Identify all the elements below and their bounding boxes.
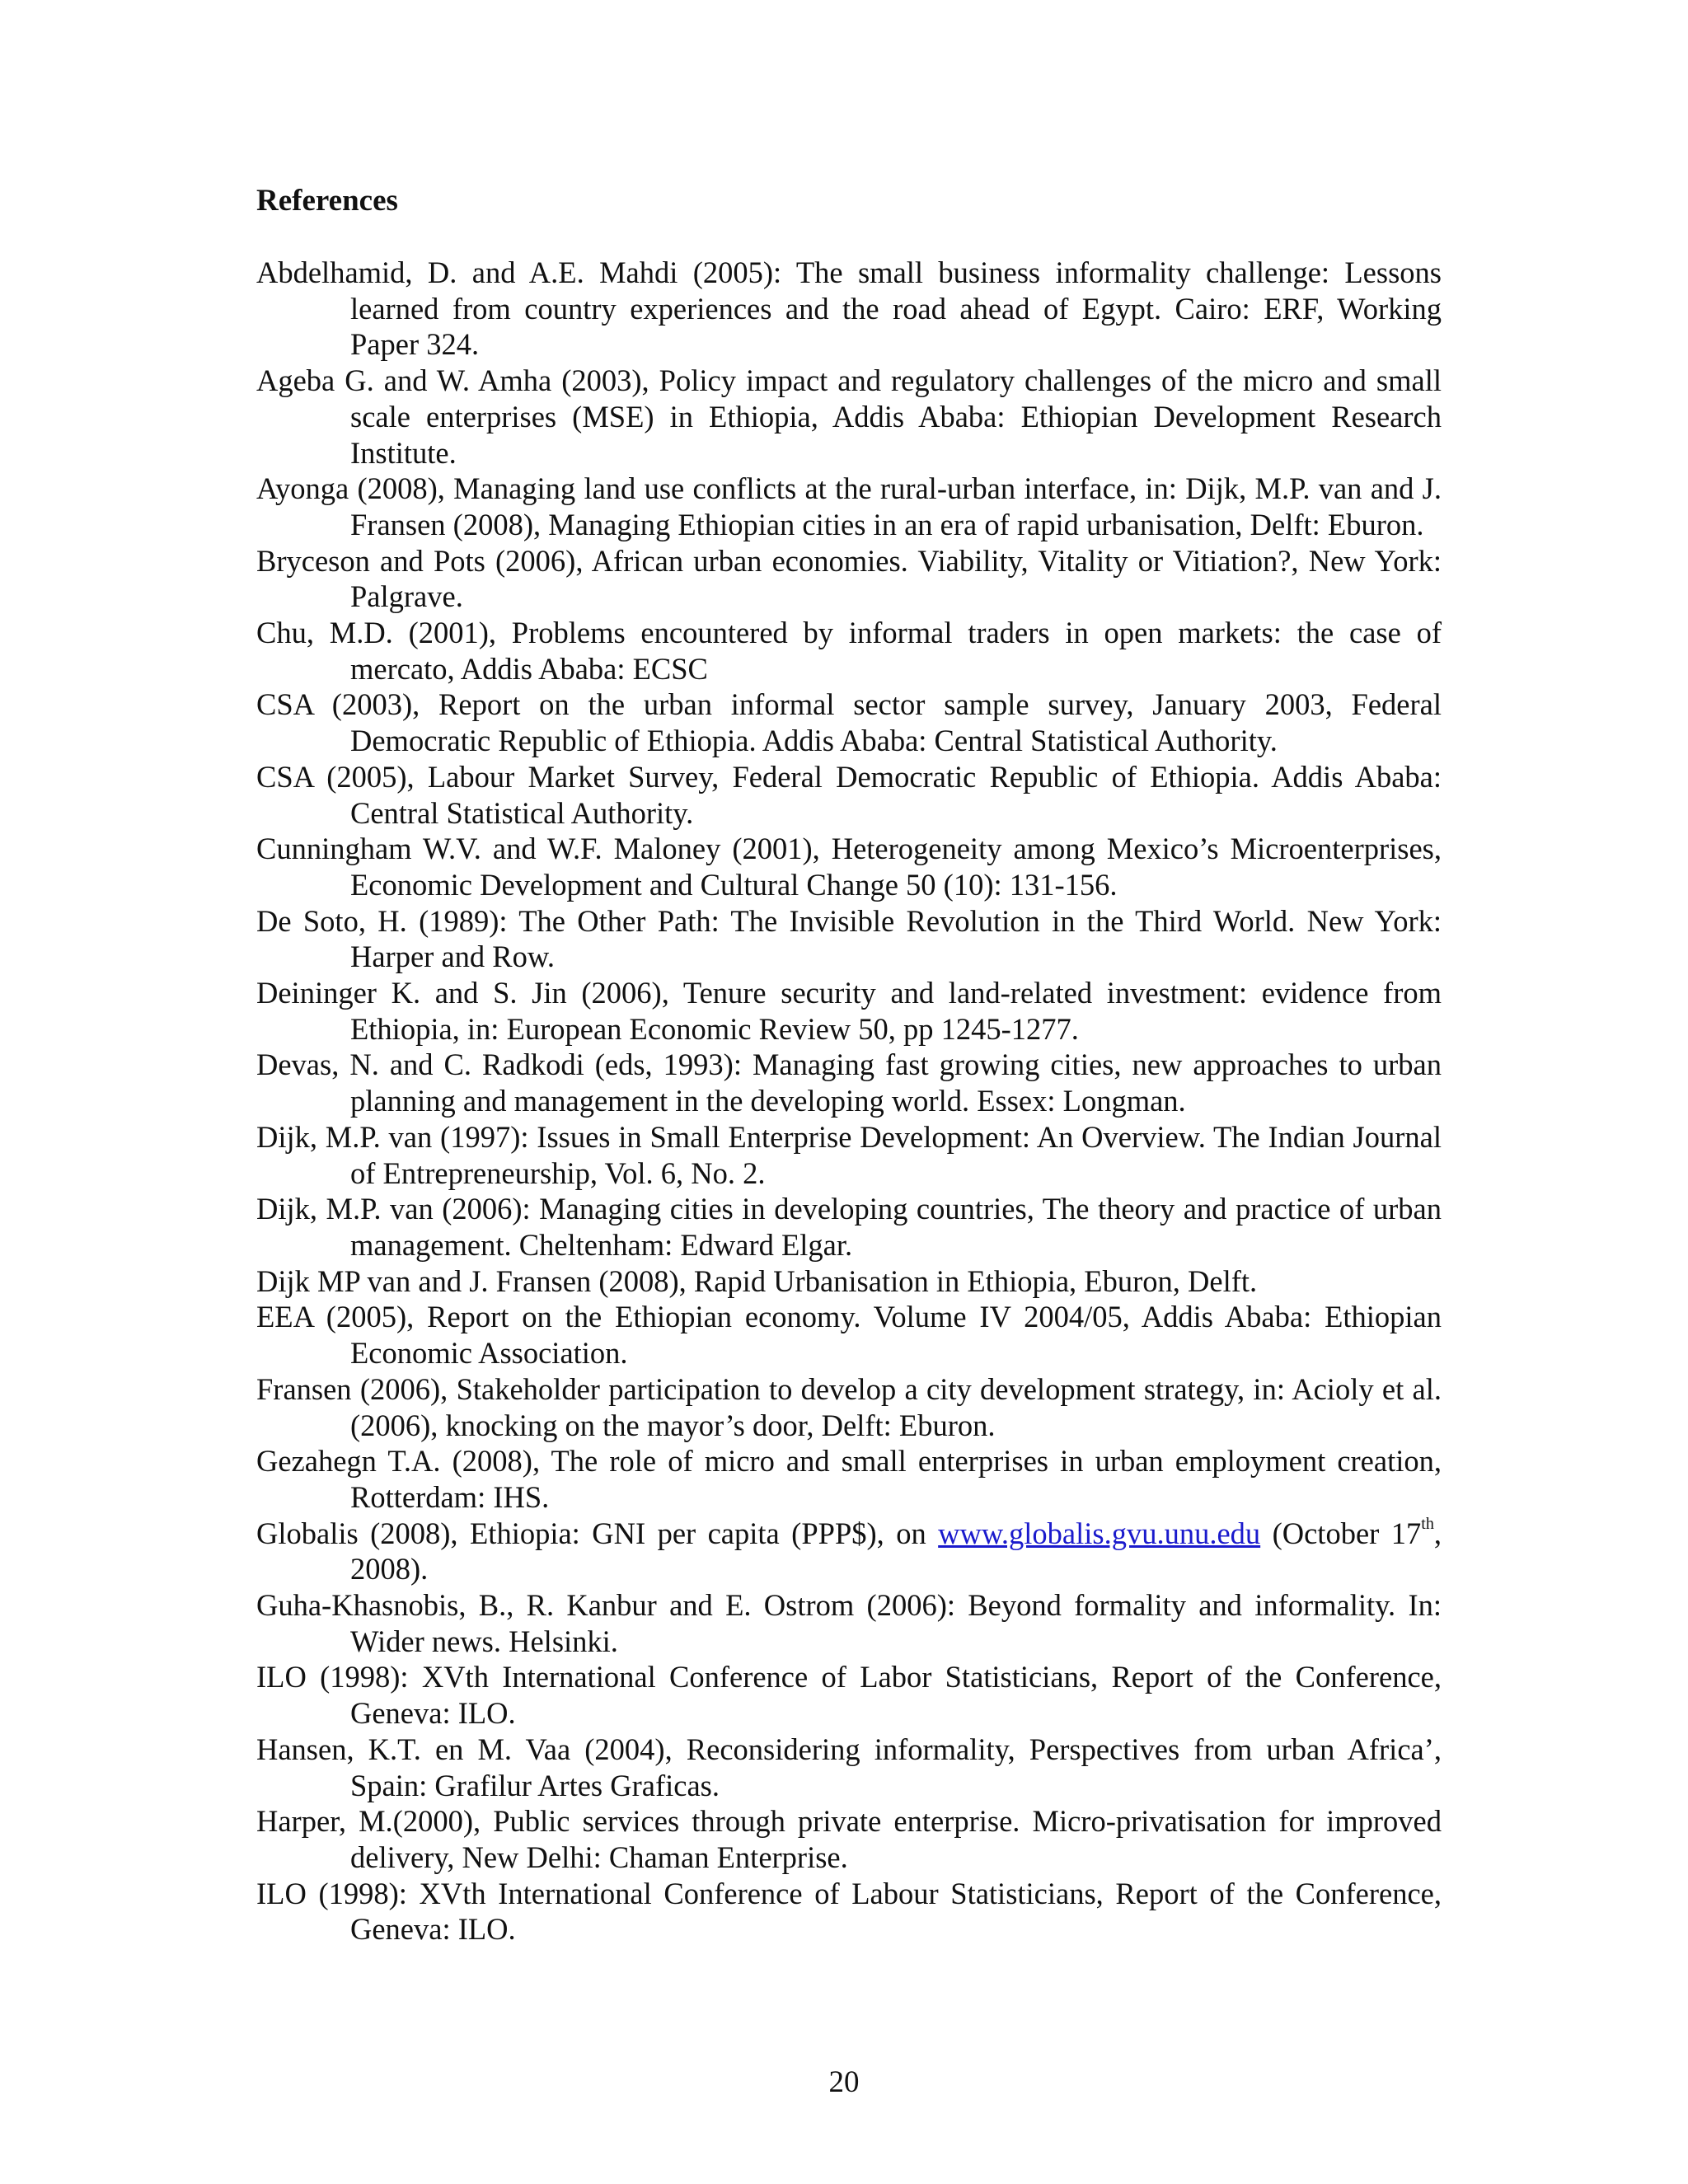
- globalis-link[interactable]: www.globalis.gvu.unu.edu: [938, 1516, 1261, 1550]
- reference-entry: Ayonga (2008), Managing land use conflicts at the rural-urban interface, in: Dijk, M.P. van and J. Fransen (2008), Managing Ethiopian cities in an era of rapid urbanisation, Delft: Eburon.: [256, 471, 1442, 541]
- reference-entry: Ageba G. and W. Amha (2003), Policy impact and regulatory challenges of the micro and small scale enterprises (MSE) in Ethiopia, Addis Ababa: Ethiopian Development Research Institute.: [256, 363, 1442, 470]
- reference-entry: CSA (2005), Labour Market Survey, Federal Democratic Republic of Ethiopia. Addis Ababa: Central Statistical Authority.: [256, 759, 1442, 830]
- reference-entry: ILO (1998): XVth International Conference of Labour Statisticians, Report of the Conference, Geneva: ILO.: [256, 1876, 1442, 1947]
- reference-entry: CSA (2003), Report on the urban informal sector sample survey, January 2003, Federal Democratic Republic of Ethiopia. Addis Ababa: Central Statistical Authority.: [256, 687, 1442, 758]
- reference-text: Globalis (2008), Ethiopia: GNI per capita (PPP$), on: [256, 1516, 939, 1550]
- reference-entry: ILO (1998): XVth International Conference of Labor Statisticians, Report of the Conference, Geneva: ILO.: [256, 1660, 1442, 1731]
- ordinal-superscript: th: [1421, 1514, 1434, 1533]
- reference-entry: Bryceson and Pots (2006), African urban economies. Viability, Vitality or Vitiation?, New York: Palgrave.: [256, 543, 1442, 614]
- reference-entry: Dijk, M.P. van (2006): Managing cities in developing countries, The theory and practice of urban management. Cheltenham: Edward Elgar.: [256, 1192, 1442, 1262]
- reference-entry: Cunningham W.V. and W.F. Maloney (2001), Heterogeneity among Mexico’s Microenterprises, Economic Development and Cultural Change 50 (10): 131-156.: [256, 832, 1442, 902]
- references-heading: References: [256, 184, 398, 218]
- reference-entry: Fransen (2006), Stakeholder participation to develop a city development strategy, in: Acioly et al. (2006), knocking on the mayor’s door, Delft: Eburon.: [256, 1371, 1442, 1442]
- reference-entry: EEA (2005), Report on the Ethiopian economy. Volume IV 2004/05, Addis Ababa: Ethiopian Economic Association.: [256, 1300, 1442, 1371]
- reference-text: , 2008).: [350, 1516, 1442, 1586]
- reference-entry: Devas, N. and C. Radkodi (eds, 1993): Managing fast growing cities, new approaches to urban planning and management in the developing world. Essex: Longman.: [256, 1047, 1442, 1118]
- reference-entry: Deininger K. and S. Jin (2006), Tenure security and land-related investment: evidence from Ethiopia, in: European Economic Review 50, pp 1245-1277.: [256, 976, 1442, 1046]
- reference-entry-globalis: [256, 1516, 1442, 1587]
- reference-text: (October 17: [1260, 1516, 1422, 1550]
- reference-entry: Hansen, K.T. en M. Vaa (2004), Reconsidering informality, Perspectives from urban Africa’, Spain: Grafilur Artes Graficas.: [256, 1732, 1442, 1802]
- reference-entry: Guha-Khasnobis, B., R. Kanbur and E. Ostrom (2006): Beyond formality and informality. In: Wider news. Helsinki.: [256, 1588, 1442, 1658]
- reference-entry: Abdelhamid, D. and A.E. Mahdi (2005): The small business informality challenge: Lessons learned from country experiences and the road ahead of Egypt. Cairo: ERF, Working Paper 324.: [256, 255, 1442, 362]
- reference-entry: De Soto, H. (1989): The Other Path: The Invisible Revolution in the Third World. New York: Harper and Row.: [256, 903, 1442, 974]
- reference-entry: Chu, M.D. (2001), Problems encountered by informal traders in open markets: the case of mercato, Addis Ababa: ECSC: [256, 616, 1442, 686]
- reference-entry: Gezahegn T.A. (2008), The role of micro and small enterprises in urban employment creation, Rotterdam: IHS.: [256, 1444, 1442, 1514]
- reference-entry: Dijk MP van and J. Fransen (2008), Rapid Urbanisation in Ethiopia, Eburon, Delft.: [256, 1263, 1258, 1298]
- page-number: 20: [828, 2065, 860, 2099]
- reference-list: [256, 255, 1442, 1947]
- reference-entry: Harper, M.(2000), Public services through private enterprise. Micro-privatisation for improved delivery, New Delhi: Chaman Enterprise.: [256, 1804, 1442, 1874]
- reference-entry: Dijk, M.P. van (1997): Issues in Small Enterprise Development: An Overview. The Indian Journal of Entrepreneurship, Vol. 6, No. 2.: [256, 1119, 1442, 1190]
